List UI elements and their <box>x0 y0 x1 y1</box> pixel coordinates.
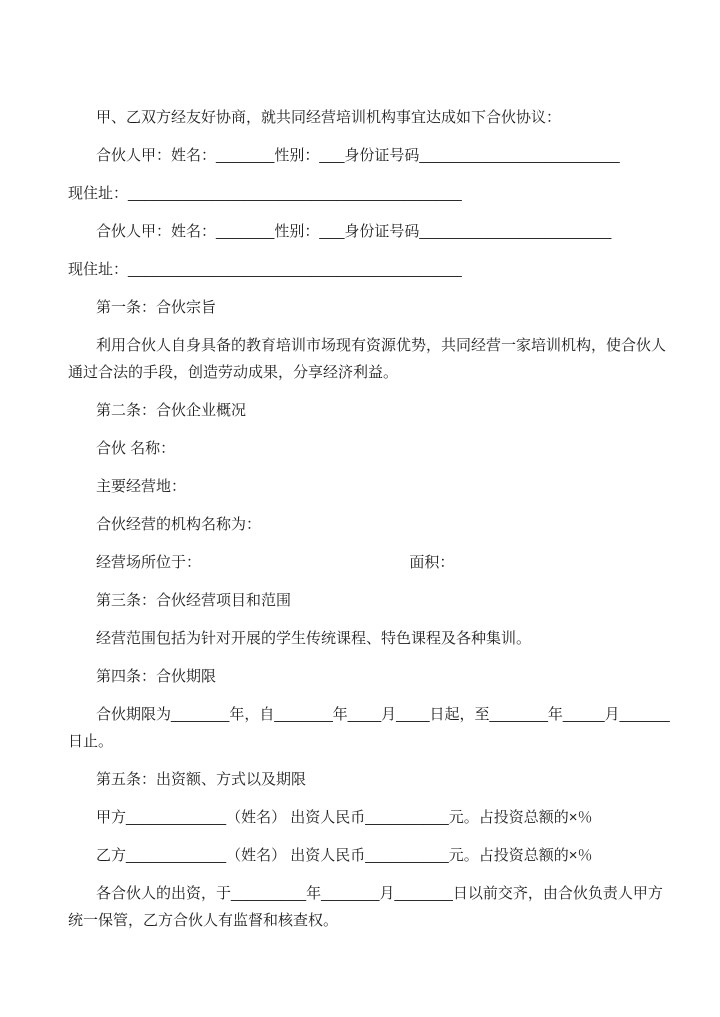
article-paragraph <box>68 397 700 424</box>
paragraph <box>68 473 700 500</box>
text-line: 经营范围包括为针对开展的学生传统课程、特色课程及各种集训。 <box>96 630 532 647</box>
paragraph <box>68 804 700 831</box>
text-line: 乙方____________（姓名） 出资人民币__________元。占投资总额的×％ <box>96 847 593 864</box>
article-heading-line: 第二条：合伙企业概况 <box>96 402 247 419</box>
paragraph <box>68 218 700 245</box>
text-line: 现住址：________________________________________ <box>68 261 462 278</box>
paragraph <box>68 880 700 934</box>
article-heading-line: 第一条：合伙宗旨 <box>96 299 217 316</box>
article-heading-line: 第五条：出资额、方式以及期限 <box>96 771 307 788</box>
article-paragraph <box>68 294 700 321</box>
text-line: 现住址：________________________________________ <box>68 185 462 202</box>
paragraph <box>68 625 700 652</box>
paragraph <box>68 435 700 462</box>
text-line: 合伙经营的机构名称为： <box>96 516 262 533</box>
paragraph <box>68 256 700 283</box>
text-line: 甲、乙双方经友好协商，就共同经营培训机构事宜达成如下合伙协议： <box>96 109 562 126</box>
text-line: 通过合法的手段，创造劳动成果，分享经济利益。 <box>68 364 399 381</box>
paragraph <box>68 332 700 386</box>
text-line: 经营场所位于： 面积： <box>96 554 455 571</box>
text-line: 统一保管，乙方合伙人有监督和核查权。 <box>68 912 339 929</box>
text-line: 合伙人甲：姓名：_______性别：___身份证号码________________________ <box>96 147 620 164</box>
paragraph <box>68 842 700 869</box>
text-line: 合伙期限为_______年，自_______年____月____日起，至_______年_____月______ <box>96 706 670 723</box>
paragraph <box>68 549 700 576</box>
article-paragraph <box>68 766 700 793</box>
text-line: 主要经营地： <box>96 478 187 495</box>
article-paragraph <box>68 663 700 690</box>
text-line: 利用合伙人自身具备的教育培训市场现有资源优势，共同经营一家培训机构，使合伙人 <box>96 337 667 354</box>
article-paragraph <box>68 587 700 614</box>
article-heading-line: 第四条：合伙期限 <box>96 668 217 685</box>
paragraph <box>68 104 700 131</box>
paragraph <box>68 511 700 538</box>
text-line: 甲方____________（姓名） 出资人民币__________元。占投资总额的×％ <box>96 809 593 826</box>
paragraph <box>68 701 700 755</box>
document-body <box>68 104 700 934</box>
text-line: 各合伙人的出资，于_________年_______月_______日以前交齐，由合伙负责人甲方 <box>96 885 663 902</box>
text-line: 日止。 <box>68 733 114 750</box>
text-line: 合伙人甲：姓名：_______性别：___身份证号码_______________________ <box>96 223 612 240</box>
text-line: 合伙 名称： <box>96 440 176 457</box>
paragraph <box>68 142 700 169</box>
article-heading-line: 第三条：合伙经营项目和范围 <box>96 592 292 609</box>
paragraph <box>68 180 700 207</box>
